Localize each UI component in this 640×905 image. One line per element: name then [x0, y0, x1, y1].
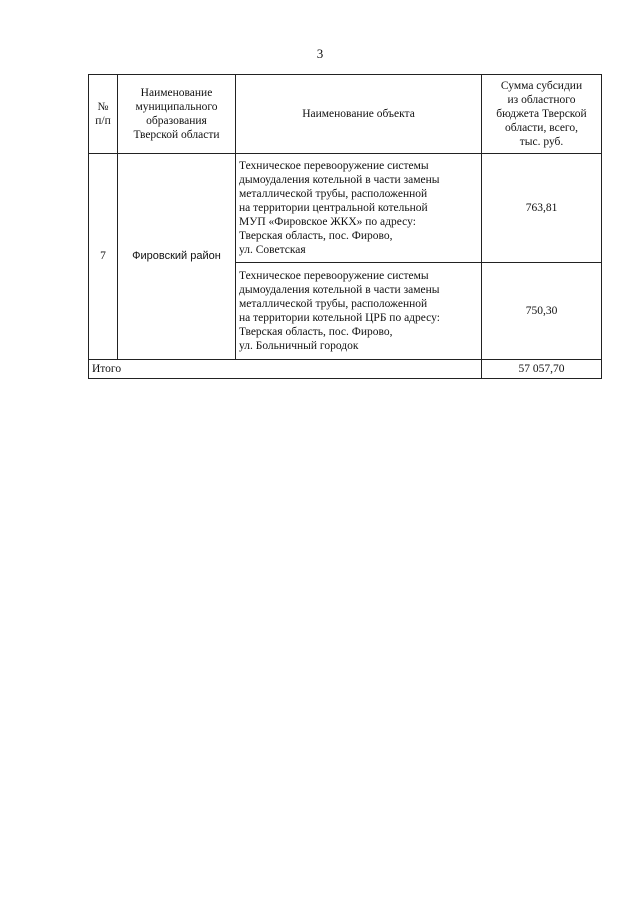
table-row: [89, 154, 602, 263]
object-description: Техническое перевооружение системы дымоудаления котельной в части замены металлической трубы, расположенной на территории центральной котельной МУП «Фировское ЖКХ» по адресу: Тверская область, пос. Фирово, ул. Советская: [236, 154, 482, 263]
header-municipality: Наименование муниципального образования Тверской области: [118, 75, 236, 154]
subsidy-table: [88, 74, 602, 379]
object-sum: 763,81: [482, 154, 602, 263]
row-number: 7: [89, 154, 118, 360]
object-description: Техническое перевооружение системы дымоудаления котельной в части замены металлической трубы, расположенной на территории котельной ЦРБ по адресу: Тверская область, пос. Фирово, ул. Больничный городок: [236, 263, 482, 360]
total-row: [89, 360, 602, 379]
header-sum: Сумма субсидии из областного бюджета Тверской области, всего, тыс. руб.: [482, 75, 602, 154]
total-label: Итого: [89, 360, 482, 379]
header-object: Наименование объекта: [236, 75, 482, 154]
header-num: № п/п: [89, 75, 118, 154]
municipality-name: Фировский район: [118, 154, 236, 360]
table-header-row: [89, 75, 602, 154]
total-sum: 57 057,70: [482, 360, 602, 379]
page-number: 3: [316, 46, 324, 61]
object-sum: 750,30: [482, 263, 602, 360]
